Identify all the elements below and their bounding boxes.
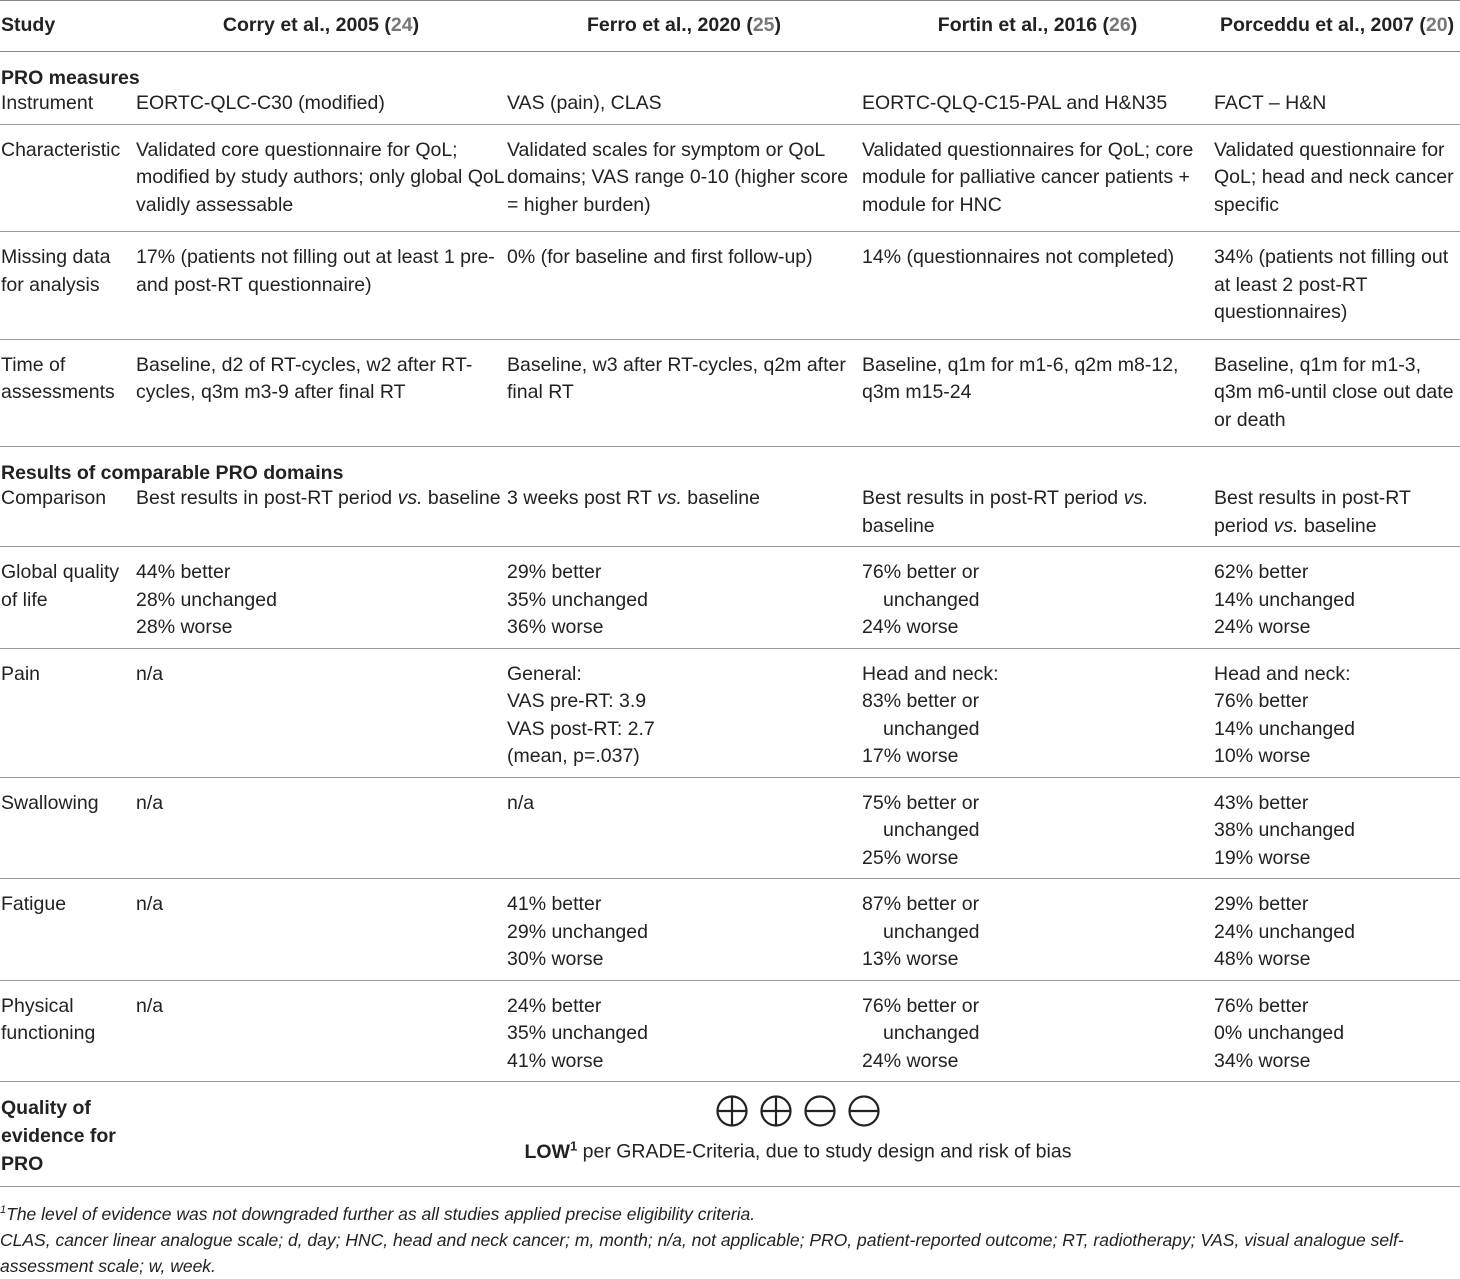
table-cell: 41% better 29% unchanged 30% worse	[506, 879, 861, 981]
row-label: Physical functioning	[0, 980, 135, 1082]
table-cell: Best results in post-RT period vs. baseline	[135, 485, 506, 547]
row-label: Pain	[0, 648, 135, 777]
table-cell: Baseline, q1m for m1-3, q3m m6-until close out date or death	[1213, 339, 1460, 447]
table-cell: 34% (patients not filling out at least 2 post-RT questionnaires)	[1213, 232, 1460, 340]
row-label: Global quality of life	[0, 547, 135, 649]
table-cell: 62% better 14% unchanged 24% worse	[1213, 547, 1460, 649]
table-cell: Validated questionnaires for QoL; core module for palliative cancer patients + module for HNC	[861, 124, 1213, 232]
header-corry: Corry et al., 2005 (24)	[135, 1, 506, 52]
table-row	[0, 232, 1460, 340]
quality-label: Quality of evidence for PRO	[0, 1082, 135, 1187]
table-cell: 75% better or unchanged 25% worse	[861, 777, 1213, 879]
table-row	[0, 339, 1460, 447]
section-title: PRO measures	[1, 67, 140, 89]
table-cell: 24% better 35% unchanged 41% worse	[506, 980, 861, 1082]
section-title: Results of comparable PRO domains	[1, 462, 344, 484]
table-cell: Head and neck: 76% better 14% unchanged 10% worse	[1213, 648, 1460, 777]
table-cell: 44% better 28% unchanged 28% worse	[135, 547, 506, 649]
table-cell: n/a	[135, 777, 506, 879]
table-cell: 76% better 0% unchanged 34% worse	[1213, 980, 1460, 1082]
minus-circle-icon	[803, 1094, 837, 1128]
section-row-results	[0, 447, 1460, 486]
table-cell: 17% (patients not filling out at least 1 pre- and post-RT questionnaire)	[135, 232, 506, 340]
table-cell: EORTC-QLQ-C15-PAL and H&N35	[861, 90, 1213, 124]
table-cell: Head and neck: 83% better or unchanged 17% worse	[861, 648, 1213, 777]
table-row	[0, 547, 1460, 649]
table-cell: Validated scales for symptom or QoL domains; VAS range 0-10 (higher score = higher burden)	[506, 124, 861, 232]
quality-row	[0, 1082, 1460, 1187]
grade-symbols	[136, 1094, 1460, 1128]
table-cell: Best results in post-RT period vs. baseline	[1213, 485, 1460, 547]
table-cell: FACT – H&N	[1213, 90, 1460, 124]
table-row	[0, 879, 1460, 981]
header-porceddu: Porceddu et al., 2007 (20)	[1213, 1, 1460, 52]
table-cell: 43% better 38% unchanged 19% worse	[1213, 777, 1460, 879]
table-cell: 3 weeks post RT vs. baseline	[506, 485, 861, 547]
table-cell: Baseline, d2 of RT-cycles, w2 after RT-cycles, q3m m3-9 after final RT	[135, 339, 506, 447]
footnotes	[0, 1187, 1460, 1279]
row-label: Swallowing	[0, 777, 135, 879]
plus-circle-icon	[715, 1094, 749, 1128]
table-cell: n/a	[135, 879, 506, 981]
row-label: Fatigue	[0, 879, 135, 981]
quality-cell	[135, 1082, 1460, 1187]
table-row	[0, 485, 1460, 547]
table-cell: 29% better 35% unchanged 36% worse	[506, 547, 861, 649]
footnote-1: $^1$The level of evidence was not downgraded further as all studies applied precise eligibility criteria.	[0, 1203, 756, 1224]
table-row	[0, 777, 1460, 879]
table-cell: Validated core questionnaire for QoL; modified by study authors; only global QoL validly assessable	[135, 124, 506, 232]
row-label: Comparison	[0, 485, 135, 547]
table-cell: 76% better or unchanged 24% worse	[861, 980, 1213, 1082]
table-cell: Baseline, w3 after RT-cycles, q2m after final RT	[506, 339, 861, 447]
table-row	[0, 980, 1460, 1082]
table-row	[0, 90, 1460, 124]
ref-link[interactable]: 24	[390, 14, 413, 37]
header-fortin: Fortin et al., 2016 (26)	[861, 1, 1213, 52]
table-row	[0, 124, 1460, 232]
table-row	[0, 648, 1460, 777]
table-header	[0, 1, 1460, 52]
row-label: Characteristic	[0, 124, 135, 232]
footnote-abbreviations: CLAS, cancer linear analogue scale; d, day; HNC, head and neck cancer; m, month; n/a, not applicable; PRO, patient-reported outcome; RT, radiotherapy; VAS, visual analogue self-assessment scale; w, week.	[0, 1229, 1404, 1276]
header-study: Study	[0, 1, 135, 52]
table-cell: 0% (for baseline and first follow-up)	[506, 232, 861, 340]
row-label: Missing data for analysis	[0, 232, 135, 340]
table-cell: n/a	[135, 980, 506, 1082]
ref-link[interactable]: 20	[1425, 14, 1448, 37]
table-cell: 29% better 24% unchanged 48% worse	[1213, 879, 1460, 981]
grade-text: LOW$^1$ per GRADE-Criteria, due to study design and risk of bias	[524, 1138, 1072, 1163]
table-cell: Baseline, q1m for m1-6, q2m m8-12, q3m m15-24	[861, 339, 1213, 447]
header-ferro: Ferro et al., 2020 (25)	[506, 1, 861, 52]
table-cell: 76% better or unchanged 24% worse	[861, 547, 1213, 649]
table-cell: n/a	[135, 648, 506, 777]
table-cell: 14% (questionnaires not completed)	[861, 232, 1213, 340]
row-label: Time of assessments	[0, 339, 135, 447]
table-cell: n/a	[506, 777, 861, 879]
section-row-pro	[0, 52, 1460, 91]
minus-circle-icon	[847, 1094, 881, 1128]
ref-link[interactable]: 26	[1109, 14, 1131, 37]
table-cell: Best results in post-RT period vs. baseline	[861, 485, 1213, 547]
table-cell: General: VAS pre-RT: 3.9 VAS post-RT: 2.7 (mean, p=.037)	[506, 648, 861, 777]
plus-circle-icon	[759, 1094, 793, 1128]
table-cell: EORTC-QLC-C30 (modified)	[135, 90, 506, 124]
table-cell: VAS (pain), CLAS	[506, 90, 861, 124]
row-label: Instrument	[0, 90, 135, 124]
table-cell: 87% better or unchanged 13% worse	[861, 879, 1213, 981]
ref-link[interactable]: 25	[752, 14, 775, 37]
table-cell: Validated questionnaire for QoL; head and neck cancer specific	[1213, 124, 1460, 232]
